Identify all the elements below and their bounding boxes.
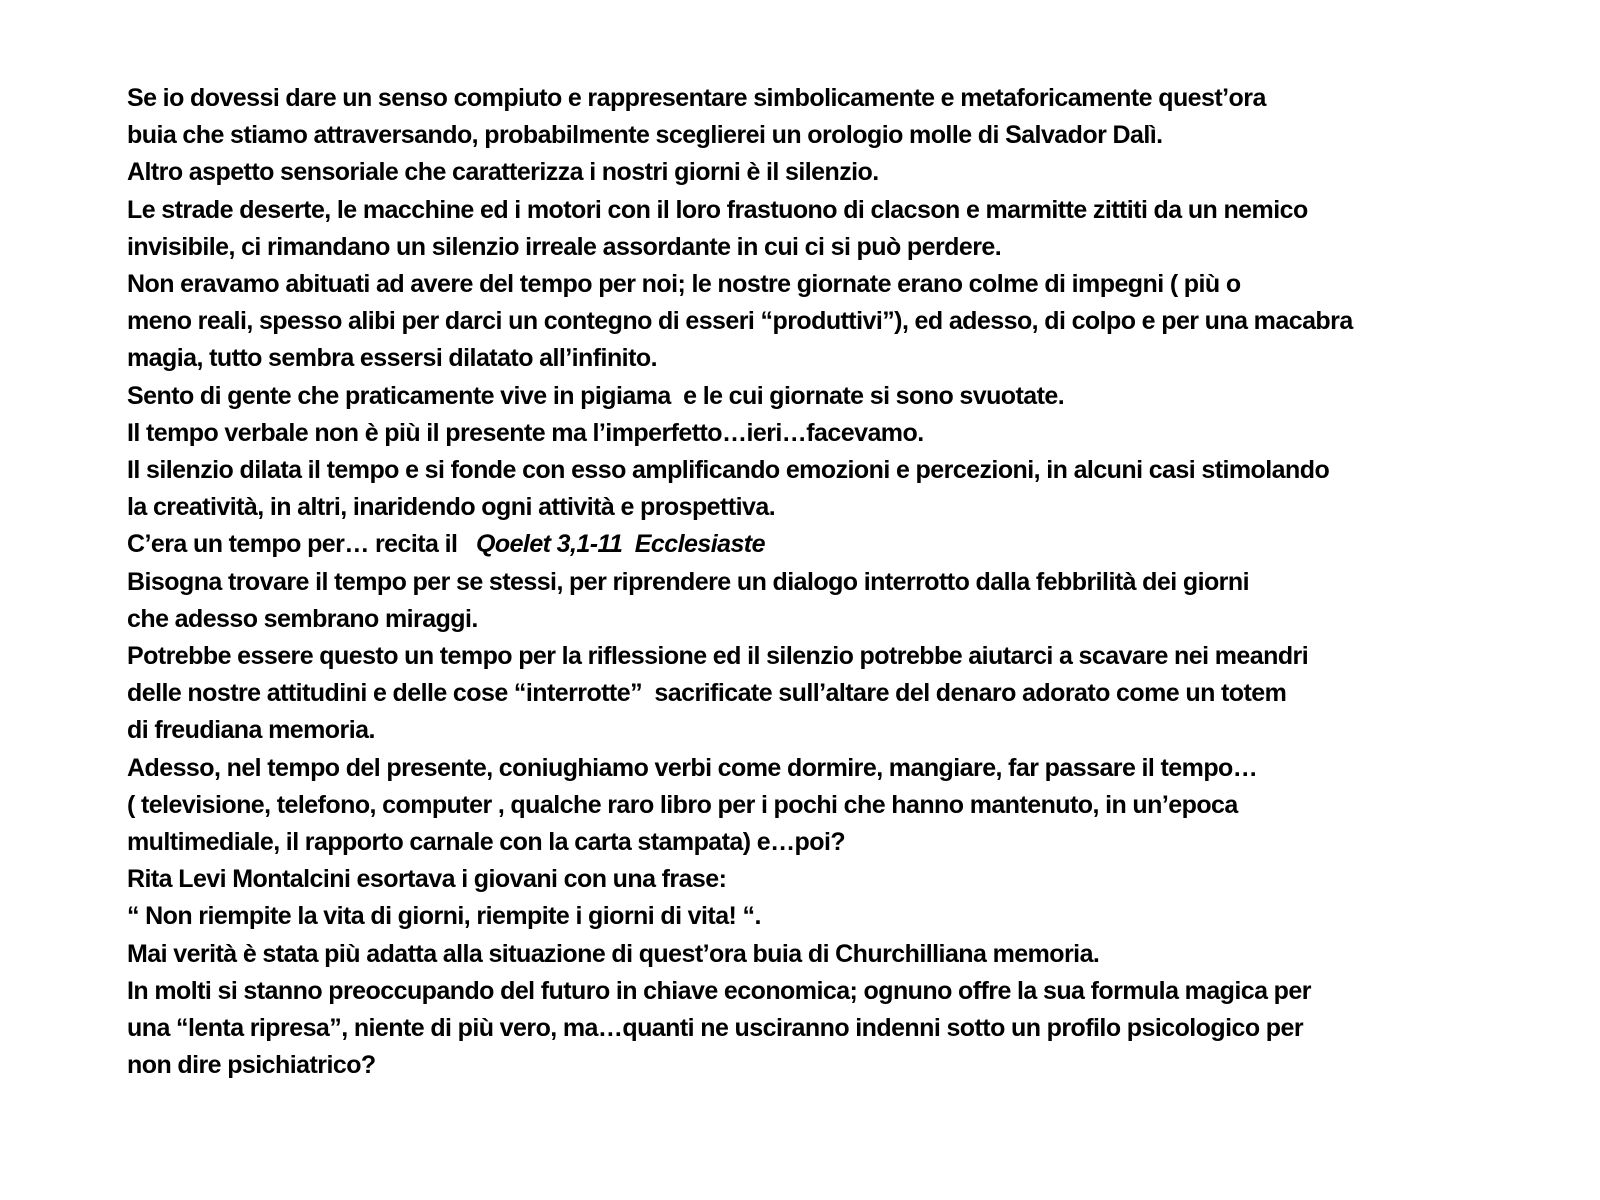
text-line: delle nostre attitudini e delle cose “interrotte” sacrificate sull’altare del denaro adorato come un totem [127, 679, 1287, 708]
text-line: una “lenta ripresa”, niente di più vero, ma…quanti ne usciranno indenni sotto un profilo psicologico per [127, 1014, 1304, 1043]
text-line: multimediale, il rapporto carnale con la carta stampata) e…poi? [127, 828, 846, 857]
text-line: ( televisione, telefono, computer , qualche raro libro per i pochi che hanno mantenuto, in un’epoca [127, 790, 1238, 819]
text-line: Bisogna trovare il tempo per se stessi, per riprendere un dialogo interrotto dalla febbrilità dei giorni [127, 567, 1249, 596]
citation-lead: C’era un tempo per… recita il [127, 530, 476, 559]
text-line: Le strade deserte, le macchine ed i motori con il loro frastuono di clacson e marmitte zittiti da un nemico [127, 195, 1308, 224]
text-line: invisibile, ci rimandano un silenzio irreale assordante in cui ci si può perdere. [127, 232, 1002, 261]
text-line: che adesso sembrano miraggi. [127, 604, 478, 633]
document-body [127, 80, 1577, 1084]
text-line: Non eravamo abituati ad avere del tempo per noi; le nostre giornate erano colme di impegni ( più o [127, 270, 1241, 299]
quote-line: “ Non riempite la vita di giorni, riempite i giorni di vita! “. [127, 902, 761, 931]
text-line: di freudiana memoria. [127, 716, 375, 745]
text-line: Il silenzio dilata il tempo e si fonde con esso amplificando emozioni e percezioni, in alcuni casi stimolando [127, 456, 1330, 485]
text-line: Rita Levi Montalcini esortava i giovani con una frase: [127, 865, 727, 894]
text-line: Sento di gente che praticamente vive in pigiama e le cui giornate si sono svuotate. [127, 381, 1065, 410]
text-line: la creatività, in altri, inaridendo ogni attività e prospettiva. [127, 493, 776, 522]
text-line: Potrebbe essere questo un tempo per la riflessione ed il silenzio potrebbe aiutarci a scavare nei meandri [127, 642, 1309, 671]
text-line: Adesso, nel tempo del presente, coniughiamo verbi come dormire, mangiare, far passare il tempo… [127, 753, 1258, 782]
text-line: magia, tutto sembra essersi dilatato all’infinito. [127, 344, 657, 373]
text-line: meno reali, spesso alibi per darci un contegno di esseri “produttivi”), ed adesso, di colpo e per una macabra [127, 307, 1353, 336]
text-line: Se io dovessi dare un senso compiuto e rappresentare simbolicamente e metaforicamente quest’ora [127, 84, 1266, 112]
citation-line [127, 526, 1577, 563]
citation-reference: Qoelet 3,1-11 Ecclesiaste [475, 530, 765, 559]
text-line: Il tempo verbale non è più il presente ma l’imperfetto…ieri…facevamo. [127, 418, 924, 447]
text-line: non dire psichiatrico? [127, 1051, 376, 1080]
text-line: buia che stiamo attraversando, probabilmente sceglierei un orologio molle di Salvador Dalì. [127, 121, 1163, 150]
text-line: Altro aspetto sensoriale che caratterizza i nostri giorni è il silenzio. [127, 158, 879, 187]
text-line: In molti si stanno preoccupando del futuro in chiave economica; ognuno offre la sua formula magica per [127, 976, 1311, 1005]
text-line: Mai verità è stata più adatta alla situazione di quest’ora buia di Churchilliana memoria. [127, 939, 1100, 968]
